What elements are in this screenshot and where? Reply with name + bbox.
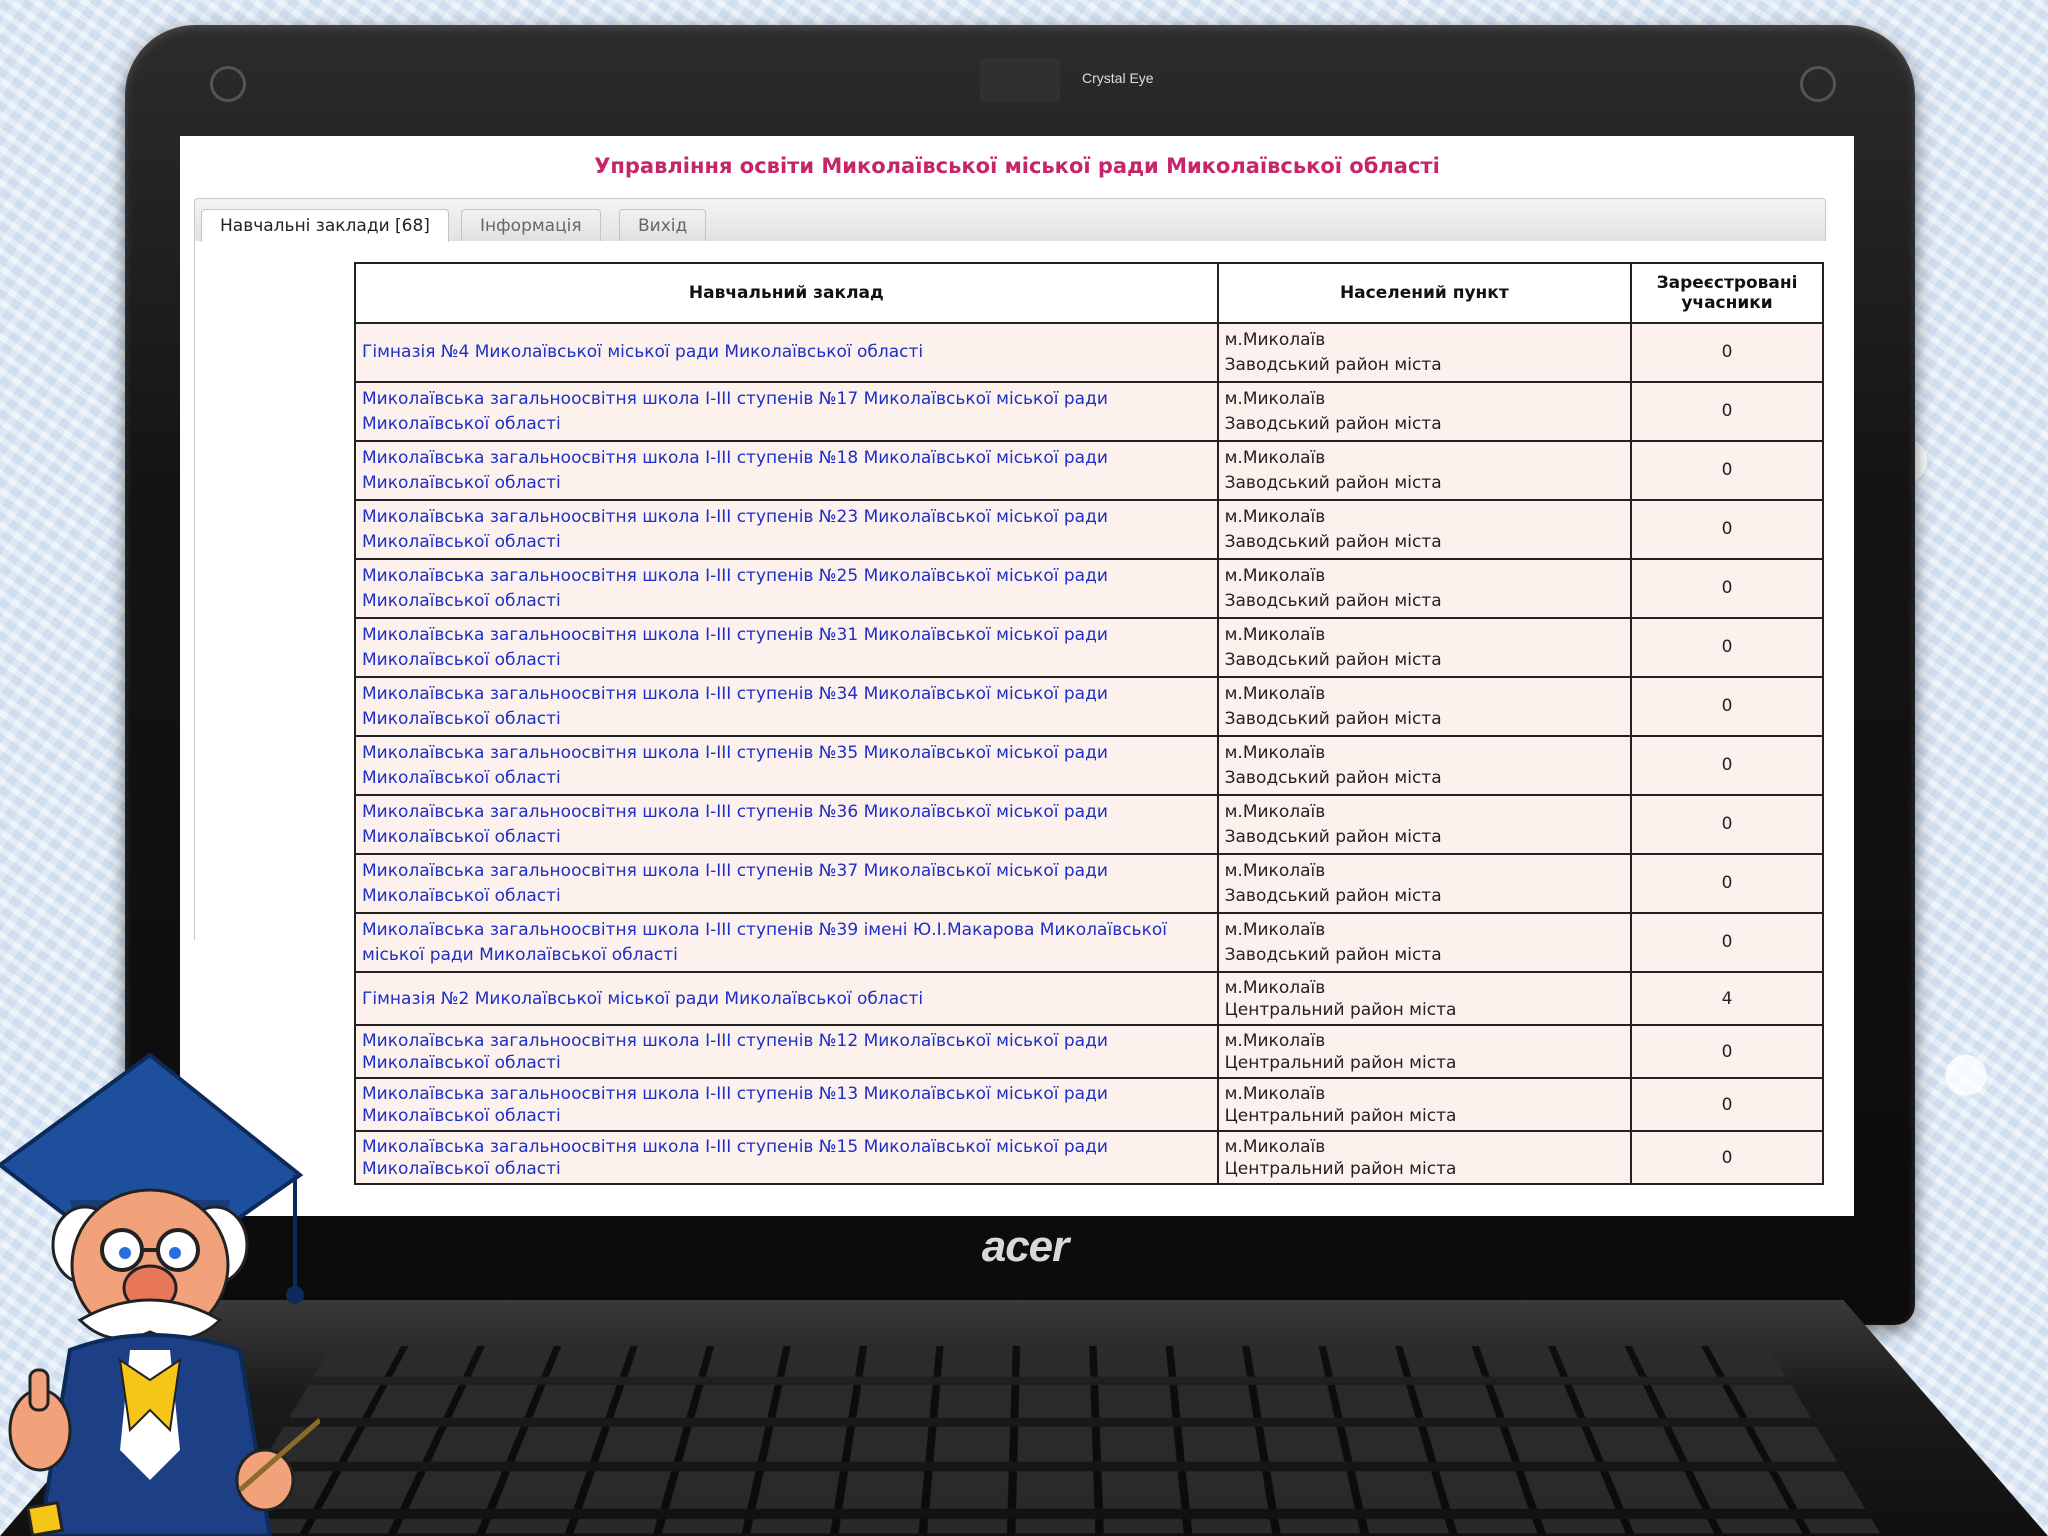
city-text: м.Миколаїв (1224, 742, 1326, 763)
institution-link[interactable]: Миколаївська загальноосвітня школа I-III ступенів №23 Миколаївської міської ради Миколаївської області (362, 506, 1108, 552)
city-text: м.Миколаїв (1224, 977, 1326, 998)
participants-count: 0 (1631, 854, 1823, 913)
table-row (355, 618, 1823, 677)
participants-count: 0 (1631, 323, 1823, 382)
district-text: Заводський район міста (1224, 826, 1442, 847)
column-header-settlement[interactable]: Населений пункт (1218, 263, 1631, 323)
settlement-cell (1218, 795, 1631, 854)
city-text: м.Миколаїв (1224, 447, 1326, 468)
tab-institutions[interactable]: Навчальні заклади [68] (201, 209, 449, 242)
table-row (355, 382, 1823, 441)
settlement-cell (1218, 618, 1631, 677)
institution-cell (355, 854, 1218, 913)
institution-link[interactable]: Гімназія №2 Миколаївської міської ради Миколаївської області (362, 988, 924, 1009)
column-header-participants[interactable]: Зареєстровані учасники (1631, 263, 1823, 323)
institution-cell (355, 677, 1218, 736)
settlement-cell (1218, 441, 1631, 500)
institution-link[interactable]: Миколаївська загальноосвітня школа I-III ступенів №18 Миколаївської міської ради Миколаївської області (362, 447, 1108, 493)
table-row (355, 795, 1823, 854)
city-text: м.Миколаїв (1224, 1083, 1326, 1104)
city-text: м.Миколаїв (1224, 1136, 1326, 1157)
settlement-cell (1218, 736, 1631, 795)
participants-count: 0 (1631, 1078, 1823, 1131)
table-row (355, 559, 1823, 618)
district-text: Центральний район міста (1224, 1105, 1457, 1126)
institution-cell (355, 736, 1218, 795)
institution-cell (355, 1131, 1218, 1184)
table-row (355, 500, 1823, 559)
webcam-icon (980, 58, 1060, 102)
institution-cell (355, 972, 1218, 1025)
city-text: м.Миколаїв (1224, 506, 1326, 527)
institution-cell (355, 323, 1218, 382)
wireless-icon (1800, 66, 1836, 102)
settlement-cell (1218, 1078, 1631, 1131)
tab-bar (194, 198, 1826, 241)
settlement-cell (1218, 1025, 1631, 1078)
table-row (355, 677, 1823, 736)
participants-count: 0 (1631, 1131, 1823, 1184)
city-text: м.Миколаїв (1224, 329, 1326, 350)
institution-link[interactable]: Миколаївська загальноосвітня школа I-III ступенів №39 імені Ю.І.Макарова Миколаївської міської ради Миколаївської області (362, 919, 1167, 965)
institution-cell (355, 913, 1218, 972)
institution-cell (355, 795, 1218, 854)
city-text: м.Миколаїв (1224, 624, 1326, 645)
settlement-cell (1218, 1131, 1631, 1184)
table-row (355, 736, 1823, 795)
screen (180, 136, 1854, 1216)
table-row (355, 913, 1823, 972)
city-text: м.Миколаїв (1224, 565, 1326, 586)
district-text: Заводський район міста (1224, 649, 1442, 670)
power-icon (210, 66, 246, 102)
participants-count: 0 (1631, 677, 1823, 736)
district-text: Центральний район міста (1224, 1158, 1457, 1179)
city-text: м.Миколаїв (1224, 919, 1326, 940)
district-text: Центральний район міста (1224, 999, 1457, 1020)
institution-link[interactable]: Миколаївська загальноосвітня школа I-III ступенів №36 Миколаївської міської ради Миколаївської області (362, 801, 1108, 847)
settlement-cell (1218, 854, 1631, 913)
district-text: Заводський район міста (1224, 590, 1442, 611)
settlement-cell (1218, 559, 1631, 618)
participants-count: 0 (1631, 500, 1823, 559)
participants-count: 0 (1631, 618, 1823, 677)
district-text: Заводський район міста (1224, 767, 1442, 788)
participants-count: 0 (1631, 795, 1823, 854)
institution-link[interactable]: Миколаївська загальноосвітня школа I-III ступенів №12 Миколаївської міської ради Миколаївської області (362, 1030, 1108, 1073)
settlement-cell (1218, 323, 1631, 382)
settlement-cell (1218, 677, 1631, 736)
city-text: м.Миколаїв (1224, 860, 1326, 881)
district-text: Заводський район міста (1224, 885, 1442, 906)
city-text: м.Миколаїв (1224, 683, 1326, 704)
institution-cell (355, 500, 1218, 559)
settlement-cell (1218, 913, 1631, 972)
acer-logo-icon: acer (981, 1222, 1069, 1271)
district-text: Заводський район міста (1224, 944, 1442, 965)
table-row (355, 1025, 1823, 1078)
institution-cell (355, 559, 1218, 618)
city-text: м.Миколаїв (1224, 801, 1326, 822)
institution-cell (355, 1078, 1218, 1131)
city-text: м.Миколаїв (1224, 1030, 1326, 1051)
professor-mascot-icon (0, 1050, 320, 1536)
settlement-cell (1218, 972, 1631, 1025)
table-row (355, 323, 1823, 382)
institution-cell (355, 441, 1218, 500)
tab-information[interactable]: Інформація (461, 209, 601, 241)
institution-link[interactable]: Миколаївська загальноосвітня школа I-III ступенів №34 Миколаївської міської ради Миколаївської області (362, 683, 1108, 729)
institution-link[interactable]: Миколаївська загальноосвітня школа I-III ступенів №25 Миколаївської міської ради Миколаївської області (362, 565, 1108, 611)
district-text: Заводський район міста (1224, 708, 1442, 729)
institution-cell (355, 1025, 1218, 1078)
participants-count: 0 (1631, 736, 1823, 795)
institution-cell (355, 618, 1218, 677)
district-text: Заводський район міста (1224, 472, 1442, 493)
tab-logout[interactable]: Вихід (619, 209, 706, 241)
institutions-table (354, 262, 1824, 1185)
district-text: Заводський район міста (1224, 354, 1442, 375)
district-text: Заводський район міста (1224, 531, 1442, 552)
participants-count: 0 (1631, 382, 1823, 441)
page-title: Управління освіти Миколаївської міської ради Миколаївської області (594, 154, 1440, 178)
district-text: Центральний район міста (1224, 1052, 1457, 1073)
institution-cell (355, 382, 1218, 441)
institution-link[interactable]: Миколаївська загальноосвітня школа I-III ступенів №31 Миколаївської міської ради Миколаївської області (362, 624, 1108, 670)
settlement-cell (1218, 500, 1631, 559)
participants-count: 0 (1631, 441, 1823, 500)
column-header-institution[interactable]: Навчальний заклад (355, 263, 1218, 323)
participants-count: 0 (1631, 559, 1823, 618)
table-row (355, 972, 1823, 1025)
institution-link[interactable]: Миколаївська загальноосвітня школа I-III ступенів №35 Миколаївської міської ради Миколаївської області (362, 742, 1108, 788)
participants-count: 0 (1631, 1025, 1823, 1078)
institution-link[interactable]: Миколаївська загальноосвітня школа I-III ступенів №17 Миколаївської міської ради Миколаївської області (362, 388, 1108, 434)
table-header-row (355, 263, 1823, 323)
settlement-cell (1218, 382, 1631, 441)
institution-link[interactable]: Миколаївська загальноосвітня школа I-III ступенів №15 Миколаївської міської ради Миколаївської області (362, 1136, 1108, 1179)
webcam-label: Crystal Eye (1082, 70, 1154, 86)
city-text: м.Миколаїв (1224, 388, 1326, 409)
table-row (355, 441, 1823, 500)
table-row (355, 1078, 1823, 1131)
district-text: Заводський район міста (1224, 413, 1442, 434)
institution-link[interactable]: Миколаївська загальноосвітня школа I-III ступенів №37 Миколаївської міської ради Миколаївської області (362, 860, 1108, 906)
table-row (355, 1131, 1823, 1184)
participants-count: 4 (1631, 972, 1823, 1025)
keyboard (220, 1346, 1880, 1534)
institution-link[interactable]: Гімназія №4 Миколаївської міської ради Миколаївської області (362, 342, 924, 362)
panel-border (194, 240, 195, 940)
institution-link[interactable]: Миколаївська загальноосвітня школа I-III ступенів №13 Миколаївської міської ради Миколаївської області (362, 1083, 1108, 1126)
table-row (355, 854, 1823, 913)
participants-count: 0 (1631, 913, 1823, 972)
